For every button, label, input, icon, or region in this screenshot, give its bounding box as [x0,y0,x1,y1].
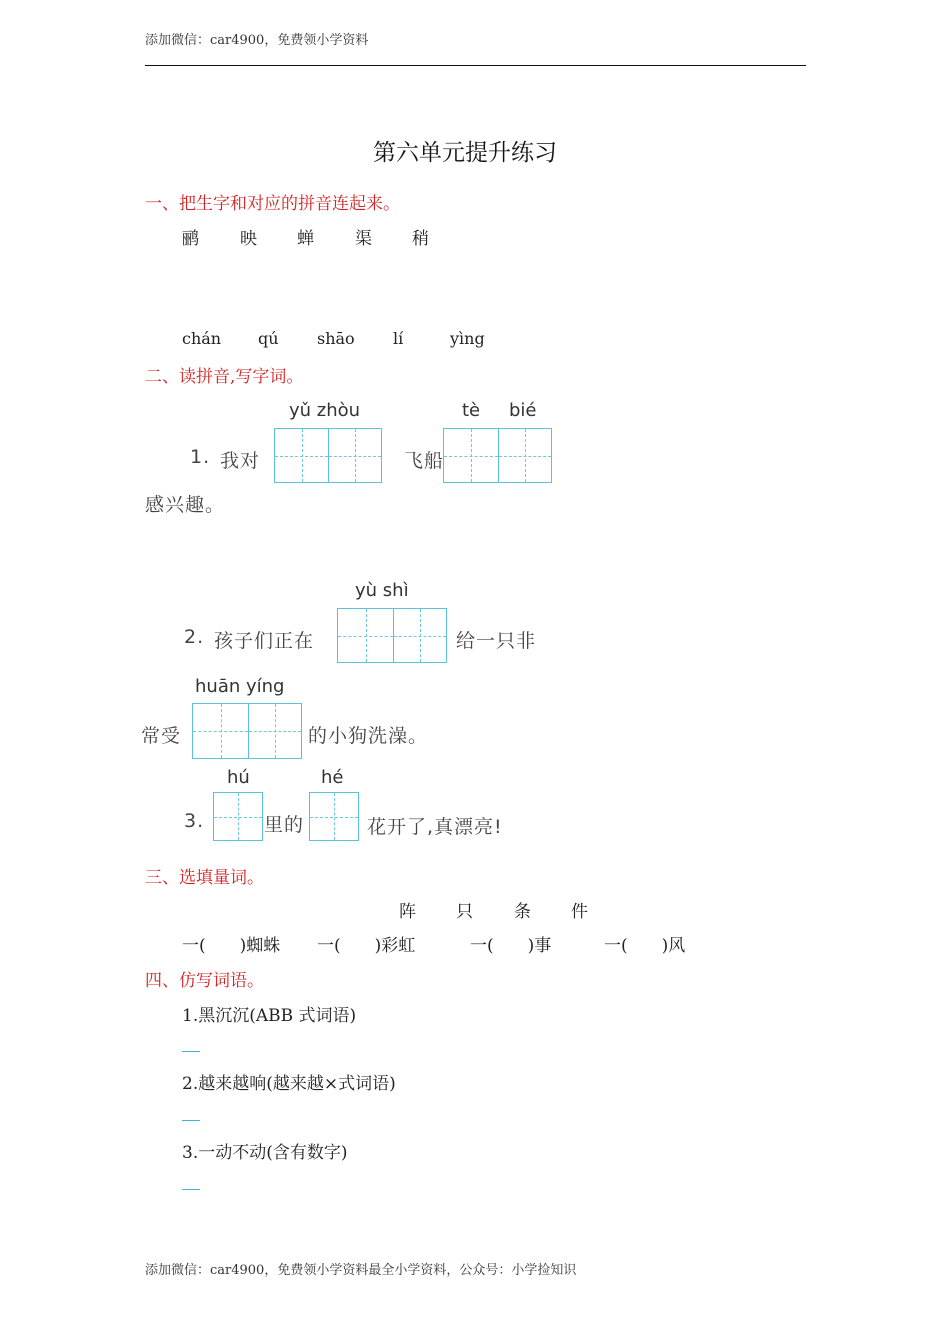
q2-text-after: 的小狗洗澡。 [308,725,429,747]
pinyin-item: chán [182,329,222,348]
q1-number: 1. [190,446,211,468]
measure-word-option: 条 [514,902,531,922]
section-1-heading: 一、把生字和对应的拼音连起来。 [145,194,400,214]
char-item: 稍 [412,229,429,249]
measure-word-option: 件 [571,902,588,922]
q2-answer-grid-1[interactable] [337,608,447,663]
q1-text-middle: 飞船 [404,450,445,472]
imitation-item: 2.越来越响(越来越×式词语) [182,1074,396,1094]
pinyin-item: qú [258,329,279,348]
answer-blank[interactable] [182,1120,200,1121]
q1-pinyin-2b: bié [509,400,537,421]
q3-text-after: 花开了,真漂亮! [367,816,503,838]
q2-pinyin-1: yù shì [355,580,409,601]
section-3-heading: 三、选填量词。 [145,868,264,888]
imitation-item: 3.一动不动(含有数字) [182,1143,348,1163]
header-rule [145,65,806,66]
q2-answer-grid-2[interactable] [192,703,302,759]
q1-answer-grid-2[interactable] [443,428,552,483]
q3-pinyin-2: hé [321,767,344,788]
measure-word-item: 一( )事 [470,936,552,956]
char-item: 渠 [355,229,372,249]
q3-answer-grid-2[interactable] [309,792,359,841]
section-4-heading: 四、仿写词语。 [145,971,264,991]
page-title: 第六单元提升练习 [373,140,557,166]
q1-pinyin-1: yǔ zhòu [289,400,361,421]
measure-word-item: 一( )彩虹 [317,936,416,956]
q1-text-before: 我对 [220,450,261,472]
q1-text-after: 感兴趣。 [145,494,226,516]
q2-text-before: 孩子们正在 [214,630,315,652]
pinyin-item: shāo [317,329,355,348]
q2-pinyin-2: huān yíng [195,676,285,697]
page-footer: 添加微信：car4900，免费领小学资料最全小学资料，公众号：小学捡知识 [145,1263,577,1278]
section-2-heading: 二、读拼音,写字词。 [145,367,304,387]
answer-blank[interactable] [182,1051,200,1052]
answer-blank[interactable] [182,1189,200,1190]
measure-word-option: 只 [456,902,473,922]
char-item: 蝉 [297,229,314,249]
q3-number: 3. [184,810,205,832]
measure-word-item: 一( )风 [604,936,686,956]
pinyin-item: lí [393,329,404,348]
imitation-item: 1.黑沉沉(ABB 式词语) [182,1006,357,1026]
char-item: 映 [240,229,257,249]
q3-answer-grid-1[interactable] [213,792,263,841]
q2-number: 2. [184,626,205,648]
measure-word-option: 阵 [399,902,416,922]
q3-pinyin-1: hú [227,767,250,788]
q1-answer-grid-1[interactable] [274,428,382,483]
q1-pinyin-2a: tè [462,400,481,421]
pinyin-item: yìng [450,329,485,348]
q2-text-middle: 给一只非 [456,630,537,652]
q3-text-middle: 里的 [264,814,305,836]
measure-word-item: 一( )蜘蛛 [182,936,281,956]
page-header: 添加微信：car4900，免费领小学资料 [145,33,369,48]
q2-text-line2: 常受 [141,725,182,747]
char-item: 鹂 [182,229,199,249]
